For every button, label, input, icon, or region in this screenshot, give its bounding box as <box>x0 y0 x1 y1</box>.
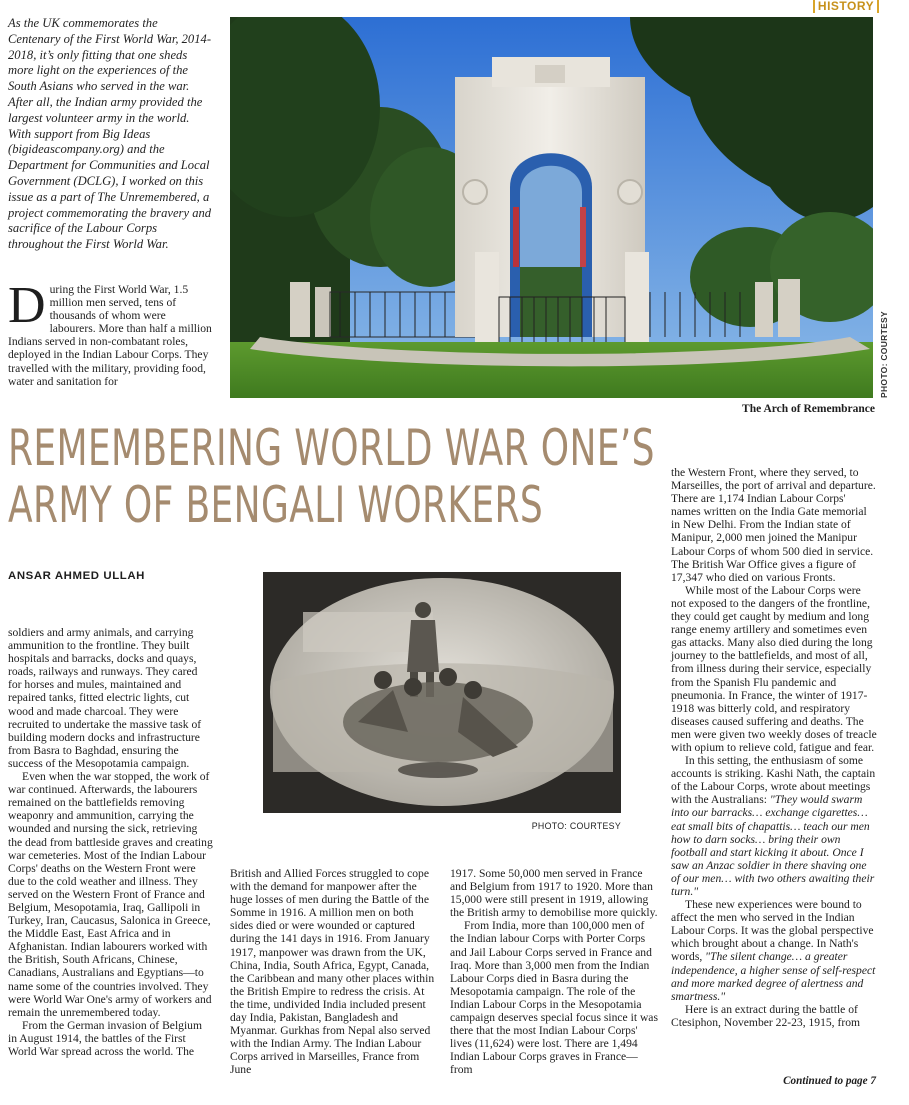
photo-credit: PHOTO: COURTESY <box>531 821 621 831</box>
quote-text: "They would swarm into our barracks… exchange cigarettes… eat small bits of chapattis… teach our men how to darn socks… bring their own football and start kicking it about. Once I saw an Anzac soldier in there shaving one of our men… with two others awaiting their turn." <box>671 793 875 898</box>
body-column-2 <box>230 867 438 1077</box>
intro-standfirst <box>8 16 213 253</box>
continued-link[interactable]: Continued to page 7 <box>783 1075 876 1087</box>
body-paragraph: British and Allied Forces struggled to cope with the demand for manpower after the huge losses of men during the Battle of the Somme in 1916. A million men on both sides died or were wounded or captured during the 141 days in 1916. From January 1917, manpower was drawn from the UK, China, India, South Africa, Egypt, Canada, the Caribbean and many other places within the British Empire to redress the crisis. At the time, undivided India included present day India, Pakistan, Bangladesh and Myanmar. Gurkhas from Nepal also served with the Indian Army. The Indian Labour Corps arrived in Marseilles, France from June <box>230 867 435 1077</box>
body-paragraph: soldiers and army animals, and carrying ammunition to the frontline. They built hospitals and barracks, docks and quays, roads, railways and runways. They cared for horses and mules, maintained and repaired tanks, fitted electric lights, cut wood and made charcoal. They were recruited to undertake the massive task of building modern docks and infrastructure from Basra to Baghdad, ensuring the success of the Mesopotamia campaign. <box>8 626 202 770</box>
body-column-3 <box>450 867 658 1077</box>
headline <box>8 420 670 534</box>
section-tag: HISTORY <box>813 0 879 13</box>
body-paragraph: While most of the Labour Corps were not exposed to the dangers of the frontline, they could get caught by medium and long range enemy artillery and sometimes even gas attacks. Many also died during the long journey to the battlefields, and most of all, from illness during their service, especially from the Spanish Flu pandemic and pneumonia. In France, the winter of 1917-1918 was bitterly cold, and respiratory diseases caused suffering and deaths. The men were given two weekly doses of treacle with opium to relieve cold, fatigue and fear. <box>671 583 877 754</box>
headline-line-1: REMEMBERING WORLD WAR ONE’S <box>8 419 655 477</box>
labour-corps-photo <box>263 572 621 813</box>
drop-cap: D <box>8 277 46 334</box>
body-column-1 <box>8 626 213 1058</box>
body-paragraph: the Western Front, where they served, to Marseilles, the port of arrival and departure. There are 1,174 Indian Labour Corps' names written on the India Gate memorial in New Delhi. From the Indian state of Manipur, 2,000 men joined the Manipur Labour Corps of whom 500 died in service. The British War Office gives a figure of 17,347 who died on various Fronts. <box>671 466 876 584</box>
body-paragraph: From India, more than 100,000 men of the Indian labour Corps with Porter Corps and Jail Labour Corps served in France and Iraq. More than 3,000 men from the Indian Labour Corps died in Basra during the Mesopotamia campaign. The role of the Indian Labour Corps in the Mesopotamia campaign deserves special focus since it was there that the most Indian Labour Corps' lives (11,624) were lost. There are 1,494 Indian Labour Corps graves in France—from <box>450 919 658 1077</box>
byline: ANSAR AHMED ULLAH <box>8 570 145 582</box>
body-paragraph: From the German invasion of Belgium in August 1914, the battles of the First World War spread across the world. The <box>8 1018 202 1058</box>
body-text: These new experiences were bound to affect the men who served in the Indian Labour Corps. It was the global perspective which brought about a change. In Nath's words, <box>671 898 874 964</box>
body-paragraph <box>671 898 877 1003</box>
body-text: In this setting, the enthusiasm of some accounts is striking. Kashi Nath, the captain of the Labour Corps, wrote about meetings with the Australians: <box>671 754 876 807</box>
body-column-4 <box>671 466 877 1029</box>
photo-credit-vertical <box>877 312 889 400</box>
body-paragraph: Here is an extract during the battle of Ctesiphon, November 22-23, 1915, from <box>671 1002 861 1029</box>
photo-caption: The Arch of Remembrance <box>742 403 875 415</box>
body-paragraph: uring the First World War, 1.5 million men served, tens of thousands of whom were labourers. More than half a million Indians served in non-combatant roles, deployed in the Indian Labour Corps. They travelled with the military, providing food, water and sanitation for <box>8 283 212 388</box>
body-paragraph <box>671 754 877 898</box>
quote-text: "The silent change… a greater independence, a higher sense of self-respect and more marked degree of alertness and smartness." <box>671 950 876 1003</box>
body-column-1-top <box>8 277 213 388</box>
body-paragraph: 1917. Some 50,000 men served in France and Belgium from 1917 to 1920. More than 15,000 were still present in 1919, allowing the British army to demobilise more quickly. <box>450 867 658 920</box>
body-paragraph: Even when the war stopped, the work of war continued. Afterwards, the labourers remained on the battlefields removing weaponry and ammunition, carrying the wounded and nursing the sick, retrieving the dead from battleside graves and creating war cemeteries. Most of the Indian Labour Corps' deaths on the Western Front were due to the cold weather and illness. They served on the Western Front of France and Belgium, Mesopotamia, Iraq, Gallipoli in Turkey, Iran, Caucasus, Salonica in Greece, the Middle East, East Africa and in Afghanistan. Indian labourers worked with the British, South Africans, Chinese, Canadians, Australians and Egyptians—to name some of the countries involved. They were World War One's army of workers and remain the unremembered today. <box>8 770 213 1019</box>
intro-text: As the UK commemorates the Centenary of the First World War, 2014-2018, it’s only fitting that one sheds more light on the experiences of the South Asians who served in the war. After all, the Indian army provided the largest volunteer army in the world. With support from Big Ideas (bigideascompany.org) and the Department for Communities and Local Government (DCLG), I worked on this issue as a part of The Unremembered, a project commemorating the bravery and sacrifice of the Labour Corps throughout the First World War. <box>8 16 212 252</box>
arch-of-remembrance-photo <box>230 17 873 398</box>
photo-credit-text: PHOTO: COURTESY <box>879 311 889 398</box>
headline-line-2: ARMY OF BENGALI WORKERS <box>8 476 544 534</box>
